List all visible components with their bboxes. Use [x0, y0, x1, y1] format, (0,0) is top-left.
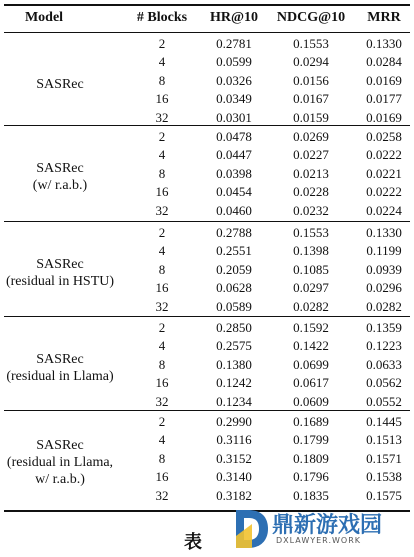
ndcg10-cell: 0.1398	[293, 243, 329, 259]
hr10-cell: 0.0628	[216, 280, 252, 296]
blocks-cell: 4	[158, 432, 166, 448]
model-label: (residual in HSTU)	[5, 274, 115, 289]
mrr-cell: 0.0169	[366, 109, 402, 125]
blocks-cell: 16	[155, 280, 169, 296]
top-rule	[4, 4, 410, 6]
mrr-cell: 0.0221	[366, 165, 402, 181]
mrr-cell: 0.1330	[366, 36, 402, 51]
hr10-cell: 0.0349	[216, 91, 252, 107]
mrr-cell: 0.1445	[366, 414, 402, 429]
ndcg10-cell: 0.0156	[293, 72, 329, 88]
hr10-cell: 0.2575	[216, 338, 252, 354]
mrr-cell: 0.1575	[366, 487, 402, 503]
blocks-cell: 2	[158, 320, 166, 335]
hr10-cell: 0.0454	[216, 184, 252, 200]
model-label: SASRec	[36, 352, 84, 367]
ndcg10-cell: 0.0297	[293, 280, 329, 296]
mrr-cell: 0.0296	[366, 280, 402, 296]
ndcg10-cell: 0.0294	[293, 54, 329, 70]
group-rule	[4, 221, 410, 222]
mrr-cell: 0.0633	[366, 356, 402, 372]
blocks-cell: 4	[158, 147, 166, 163]
hr10-cell: 0.2850	[216, 320, 252, 335]
model-label: SASRec	[36, 76, 84, 92]
ndcg10-cell: 0.1085	[293, 261, 329, 277]
group-rule	[4, 410, 410, 411]
ndcg10-cell: 0.1553	[293, 225, 329, 240]
header-mrr: MRR	[367, 10, 401, 25]
mrr-cell: 0.0222	[366, 147, 402, 163]
hr10-cell: 0.2781	[216, 36, 252, 51]
ndcg10-cell: 0.0617	[293, 375, 329, 391]
watermark-text: 鼎新游戏园	[272, 513, 383, 538]
ndcg10-cell: 0.0699	[293, 356, 329, 372]
hr10-cell: 0.3152	[216, 450, 252, 466]
hr10-cell: 0.0589	[216, 298, 252, 314]
ndcg10-cell: 0.0159	[293, 109, 329, 125]
mrr-cell: 0.1538	[366, 469, 402, 485]
mrr-cell: 0.0258	[366, 129, 402, 144]
blocks-cell: 32	[155, 487, 169, 503]
hr10-cell: 0.2059	[216, 261, 252, 277]
blocks-cell: 2	[158, 36, 166, 51]
hr10-cell: 0.0478	[216, 129, 252, 144]
hr10-cell: 0.0301	[216, 109, 252, 125]
blocks-cell: 8	[158, 165, 166, 181]
blocks-cell: 16	[155, 375, 169, 391]
ndcg10-cell: 0.1553	[293, 36, 329, 51]
model-label: (residual in Llama)	[6, 369, 114, 384]
watermark-subtext: DXLAWYER.WORK	[276, 536, 361, 545]
model-label: SASRec	[36, 161, 84, 176]
hr10-cell: 0.0398	[216, 165, 252, 181]
ndcg10-cell: 0.0167	[293, 91, 329, 107]
header-blocks: # Blocks	[136, 10, 188, 25]
mrr-cell: 0.1330	[366, 225, 402, 240]
watermark-logo	[232, 506, 410, 554]
hr10-cell: 0.1380	[216, 356, 252, 372]
ndcg10-cell: 0.1835	[293, 487, 329, 503]
ndcg10-cell: 0.0269	[293, 129, 329, 144]
ndcg10-cell: 0.0232	[293, 202, 329, 218]
ndcg10-cell: 0.0609	[293, 393, 329, 409]
blocks-cell: 4	[158, 243, 166, 259]
header-ndcg10: NDCG@10	[276, 10, 346, 25]
ndcg10-cell: 0.1796	[293, 469, 329, 485]
hr10-cell: 0.0326	[216, 72, 252, 88]
hr10-cell: 0.1234	[216, 393, 252, 409]
blocks-cell: 16	[155, 91, 169, 107]
blocks-cell: 32	[155, 393, 169, 409]
model-label: (residual in Llama,	[6, 454, 114, 470]
ndcg10-cell: 0.0228	[293, 184, 329, 200]
model-label: SASRec	[36, 437, 84, 453]
ndcg10-cell: 0.0213	[293, 165, 329, 181]
watermark-d-icon	[232, 506, 272, 552]
mrr-cell: 0.0224	[366, 202, 402, 218]
mrr-cell: 0.0284	[366, 54, 402, 70]
mrr-cell: 0.0282	[366, 298, 402, 314]
ndcg10-cell: 0.1809	[293, 450, 329, 466]
blocks-cell: 2	[158, 129, 166, 144]
mrr-cell: 0.1223	[366, 338, 402, 354]
hr10-cell: 0.2788	[216, 225, 252, 240]
blocks-cell: 32	[155, 298, 169, 314]
mrr-cell: 0.0939	[366, 261, 402, 277]
ndcg10-cell: 0.1799	[293, 432, 329, 448]
hr10-cell: 0.0460	[216, 202, 252, 218]
hr10-cell: 0.2551	[216, 243, 252, 259]
ndcg10-cell: 0.1422	[293, 338, 329, 354]
blocks-cell: 8	[158, 72, 166, 88]
mrr-cell: 0.0169	[366, 72, 402, 88]
model-label: SASRec	[36, 257, 84, 272]
table-caption: 表	[184, 532, 202, 553]
hr10-cell: 0.3116	[216, 432, 252, 448]
model-label: w/ r.a.b.)	[35, 471, 85, 487]
blocks-cell: 8	[158, 450, 166, 466]
blocks-cell: 32	[155, 109, 169, 125]
blocks-cell: 16	[155, 469, 169, 485]
mrr-cell: 0.1513	[366, 432, 402, 448]
blocks-cell: 32	[155, 202, 169, 218]
blocks-cell: 16	[155, 184, 169, 200]
hr10-cell: 0.3182	[216, 487, 252, 503]
mrr-cell: 0.0552	[366, 393, 402, 409]
blocks-cell: 4	[158, 54, 166, 70]
blocks-cell: 4	[158, 338, 166, 354]
group-rule	[4, 125, 410, 126]
ndcg10-cell: 0.0227	[293, 147, 329, 163]
header-hr10: HR@10	[209, 10, 259, 25]
mrr-cell: 0.1199	[366, 243, 402, 259]
hr10-cell: 0.0599	[216, 54, 252, 70]
mrr-cell: 0.0177	[366, 91, 402, 107]
mrr-cell: 0.0222	[366, 184, 402, 200]
blocks-cell: 8	[158, 356, 166, 372]
blocks-cell: 2	[158, 225, 166, 240]
hr10-cell: 0.3140	[216, 469, 252, 485]
blocks-cell: 2	[158, 414, 166, 429]
ndcg10-cell: 0.0282	[293, 298, 329, 314]
header-rule	[4, 32, 410, 33]
mrr-cell: 0.1359	[366, 320, 402, 335]
model-label: (w/ r.a.b.)	[32, 178, 88, 193]
header-model: Model	[24, 10, 64, 25]
blocks-cell: 8	[158, 261, 166, 277]
ndcg10-cell: 0.1689	[293, 414, 329, 429]
hr10-cell: 0.1242	[216, 375, 252, 391]
ndcg10-cell: 0.1592	[293, 320, 329, 335]
mrr-cell: 0.1571	[366, 450, 402, 466]
group-rule	[4, 316, 410, 317]
hr10-cell: 0.0447	[216, 147, 252, 163]
mrr-cell: 0.0562	[366, 375, 402, 391]
hr10-cell: 0.2990	[216, 414, 252, 429]
